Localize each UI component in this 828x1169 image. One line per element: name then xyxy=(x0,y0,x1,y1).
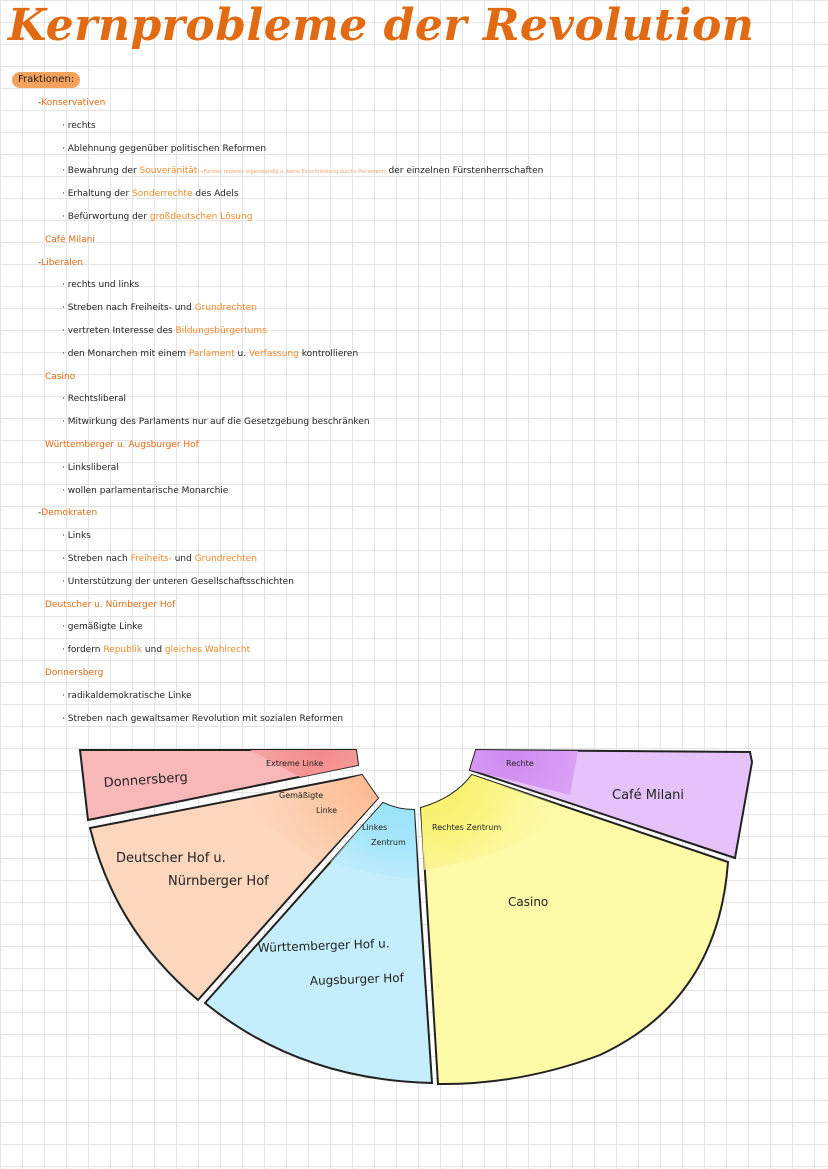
club-heading-donnersberg: Donnersberg xyxy=(45,667,104,678)
diagram-label-rechtes-zentrum: Rechtes Zentrum xyxy=(432,823,502,832)
club-heading-wuerttemberger: Württemberger u. Augsburger Hof xyxy=(45,439,199,450)
diagram-label-wuerttemberger-1: Württemberger Hof u. xyxy=(257,936,390,955)
list-item: · Rechtsliberal xyxy=(62,394,126,405)
diagram-label-rechte: Rechte xyxy=(506,759,534,768)
list-item: · radikaldemokratische Linke xyxy=(62,690,192,701)
list-item: · Erhaltung der Sonderrechte des Adels xyxy=(62,189,239,200)
club-heading-cafe-milani: Café Milani xyxy=(45,234,95,245)
list-item: · Links xyxy=(62,531,91,542)
list-item: · Linksliberal xyxy=(62,462,119,473)
list-item: · wollen parlamentarische Monarchie xyxy=(62,485,229,496)
list-item: · rechts und links xyxy=(62,280,140,291)
section-label: Fraktionen: xyxy=(12,72,80,88)
diagram-label-deutscher-hof-2: Nürnberger Hof xyxy=(168,874,269,889)
list-item: · den Monarchen mit einem Parlament u. Verfassung kontrollieren xyxy=(62,348,359,359)
list-item: · fordern Republik und gleiches Wahlrecht xyxy=(62,645,251,656)
page-title: Kernprobleme der Revolution xyxy=(8,0,755,51)
diagram-label-donnersberg: Donnersberg xyxy=(103,770,189,791)
group-heading-konservativen: -Konservativen xyxy=(38,98,106,108)
list-item: · Befürwortung der großdeutschen Lösung xyxy=(62,211,253,222)
list-item: · Unterstützung der unteren Gesellschaftsschichten xyxy=(62,576,294,587)
club-heading-deutscher-hof: Deutscher u. Nürnberger Hof xyxy=(45,599,176,610)
list-item: · vertreten Interesse des Bildungsbürgertums xyxy=(62,325,267,336)
list-item: · Streben nach Freiheits- und Grundrechten xyxy=(62,303,257,314)
list-item: · gemäßigte Linke xyxy=(62,622,143,633)
diagram-label-deutscher-hof-1: Deutscher Hof u. xyxy=(116,851,226,866)
list-item: · rechts xyxy=(62,120,96,131)
list-item: · Ablehnung gegenüber politischen Reformen xyxy=(62,143,267,154)
list-item: · Bewahrung der Souveränität(→Fürsten regieren eigenständig u. keine Einschränkung durchs Parlament) der einzelnen Fürstenherrschaften xyxy=(62,166,544,177)
group-heading-liberalen: -Liberalen xyxy=(38,257,83,268)
list-item: · Mitwirkung des Parlaments nur auf die Gesetzgebung beschränken xyxy=(62,417,370,428)
group-heading-demokraten: -Demokraten xyxy=(38,508,98,519)
club-heading-casino: Casino xyxy=(45,371,76,382)
diagram-label-cafe-milani: Café Milani xyxy=(612,788,685,803)
diagram-label-wuerttemberger-2: Augsburger Hof xyxy=(309,970,405,988)
diagram-label-casino: Casino xyxy=(508,895,549,909)
diagram-label-linkes-zentrum-2: Zentrum xyxy=(371,838,406,847)
diagram-label-gemaessigte-linke-1: Gemäßigte xyxy=(279,791,324,800)
list-item: · Streben nach gewaltsamer Revolution mit sozialen Reformen xyxy=(62,713,344,724)
list-item: · Streben nach Freiheits- und Grundrechten xyxy=(62,553,257,564)
diagram-label-gemaessigte-linke-2: Linke xyxy=(316,806,338,815)
diagram-label-linkes-zentrum-1: Linkes xyxy=(362,823,388,832)
diagram-label-extreme-linke: Extreme Linke xyxy=(266,759,324,768)
